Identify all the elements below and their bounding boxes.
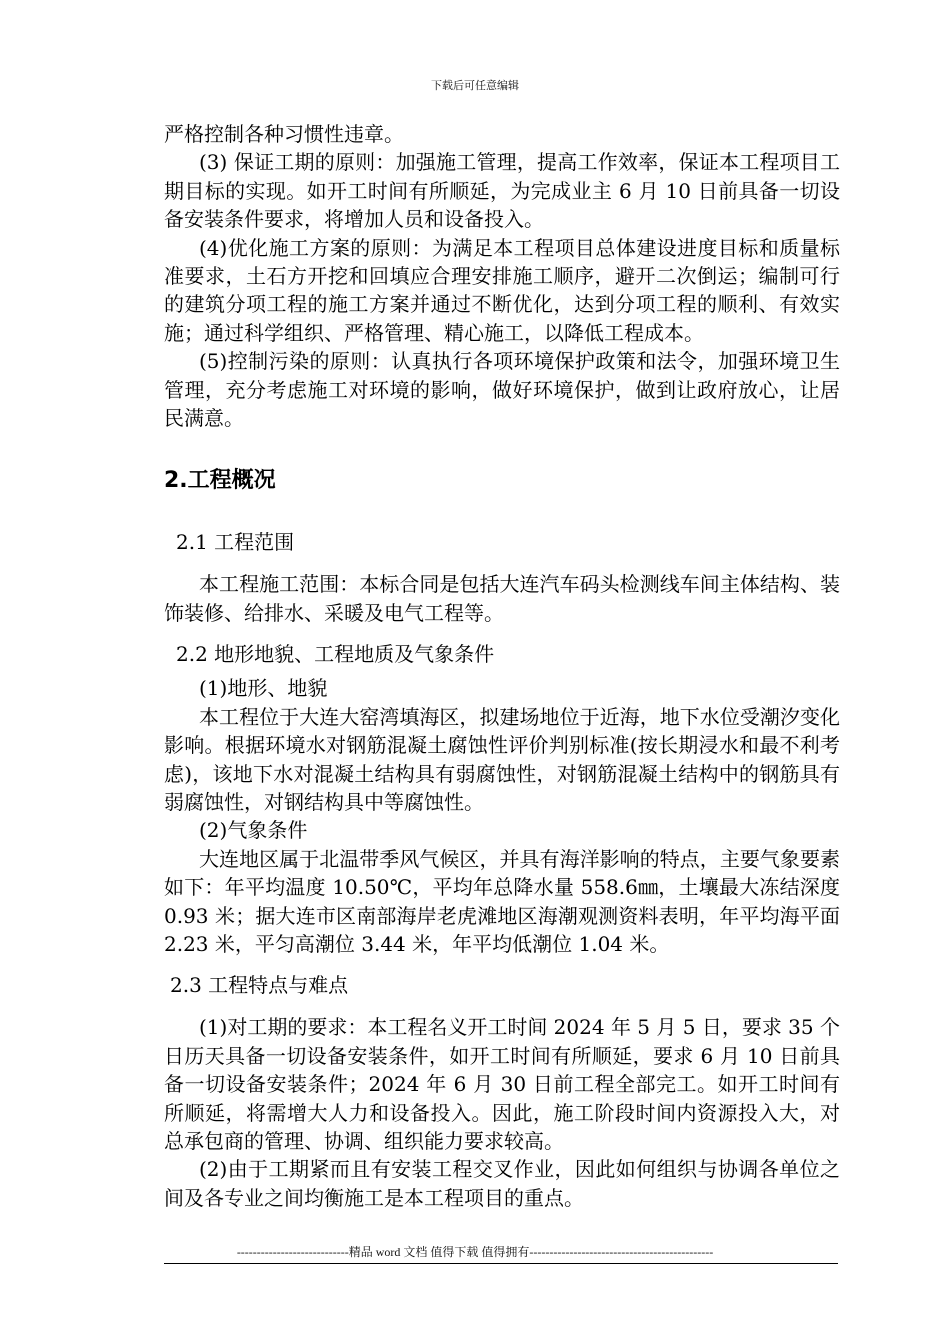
paragraph-heading: (1)地形、地貌 <box>199 676 328 701</box>
subsection-title: 2.1 工程范围 <box>176 530 295 555</box>
paragraph: (4)优化施工方案的原则：为满足本工程项目总体建设进度目标和质量标准要求，土石方开挖和回填应合理安排施工顺序，避开二次倒运；编制可行的建筑分项工程的施工方案并通过不断优化，达到分项工程的顺利、有效实施；通过科学组织、严格管理、精心施工，以降低工程成本。 <box>164 235 840 345</box>
footer-divider <box>164 1263 838 1264</box>
paragraph: 本工程位于大连大窑湾填海区，拟建场地位于近海，地下水位受潮汐变化影响。根据环境水对钢筋混凝土腐蚀性评价判别标准(按长期浸水和最不利考虑)，该地下水对混凝土结构具有弱腐蚀性，对钢筋混凝土结构中的钢筋具有弱腐蚀性，对钢结构具中等腐蚀性。 <box>164 704 840 814</box>
paragraph: (1)对工期的要求：本工程名义开工时间 2024 年 5 月 5 日，要求 35 个日历天具备一切设备安装条件，如开工时间有所顺延，要求 6 月 10 日前具备一切设备安装条件；2024 年 6 月 30 日前工程全部完工。如开工时间有所顺延，将需增大人力和设备投入。因此，施工阶段时间内资源投入大，对总承包商的管理、协调、组织能力要求较高。 <box>164 1015 840 1153</box>
document-body <box>164 120 840 1212</box>
paragraph-heading: (2)气象条件 <box>199 818 308 843</box>
paragraph: 大连地区属于北温带季风气候区，并具有海洋影响的特点，主要气象要素如下：年平均温度 10.50℃，平均年总降水量 558.6㎜，土壤最大冻结深度 0.93 米；据大连市区南部海岸老虎滩地区海潮观测资料表明，年平均海平面 2.23 米，平匀高潮位 3.44 米，年平均低潮位 1.04 米。 <box>164 846 840 956</box>
paragraph: 本工程施工范围：本标合同是包括大连汽车码头检测线车间主体结构、装饰装修、给排水、采暖及电气工程等。 <box>164 572 840 625</box>
paragraph: (5)控制污染的原则：认真执行各项环境保护政策和法令，加强环境卫生管理，充分考虑施工对环境的影响，做好环境保护，做到让政府放心，让居民满意。 <box>164 349 840 431</box>
paragraph: 严格控制各种习惯性违章。 <box>164 122 404 146</box>
paragraph: (3) 保证工期的原则：加强施工管理，提高工作效率，保证本工程项目工期目标的实现。如开工时间有所顺延，为完成业主 6 月 10 日前具备一切设备安装条件要求，将增加人员和设备投入。 <box>164 150 840 232</box>
subsection-title: 2.2 地形地貌、工程地质及气象条件 <box>176 642 495 667</box>
page-header: 下载后可任意编辑 <box>431 79 519 92</box>
paragraph: (2)由于工期紧而且有安装工程交叉作业，因此如何组织与协调各单位之间及各专业之间均衡施工是本工程项目的重点。 <box>164 1157 840 1210</box>
page-footer: ----------------------------精品 word 文档 值得下载 值得拥有---------------------------------------------- <box>236 1245 714 1259</box>
subsection-title: 2.3 工程特点与难点 <box>170 973 349 998</box>
section-title: 2.工程概况 <box>164 468 276 494</box>
